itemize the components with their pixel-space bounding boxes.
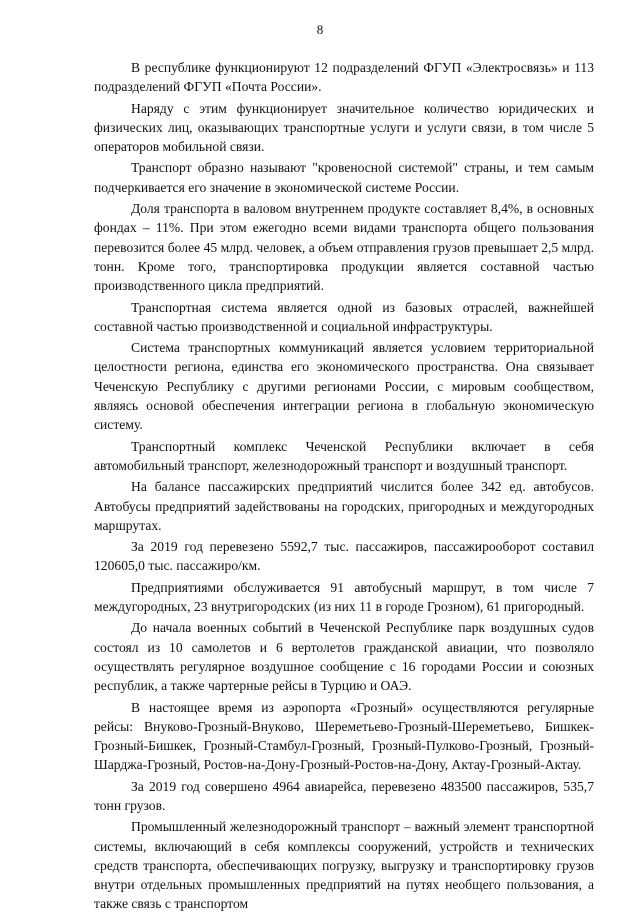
paragraph-transport-system: Транспортная система является одной из базовых отраслей, важнейшей составной частью производственной и социальной инфраструктуры. — [94, 299, 594, 334]
paragraph-bus-routes: Предприятиями обслуживается 91 автобусный маршрут, в том числе 7 междугородных, 23 внутригородских (из них 11 в городе Грозном), 61 пригородный. — [94, 579, 594, 615]
paragraph-transport-share: Доля транспорта в валовом внутреннем продукте составляет 8,4%, в основных фондах – 11%. При этом ежегодно всеми видами транспорта общего пользования перевозится более 45 млрд. человек, а объем отправления грузов превышает 2,5 млрд. тонн. Кроме того, транспортировка продукции является составной частью производственного цикла предприятий. — [94, 201, 594, 294]
paragraph-bus-fleet: На балансе пассажирских предприятий числится более 342 ед. автобусов. Автобусы предприятий задействованы на городских, пригородных и междугородных маршрутах. — [94, 479, 594, 533]
paragraph-transport-significance: Транспорт образно называют "кровеносной системой" страны, и тем самым подчеркивается его значение в экономической системе России. — [94, 160, 594, 195]
paragraph-passenger-traffic: За 2019 год перевезено 5592,7 тыс. пассажиров, пассажирооборот составил 120605,0 тыс. пассажиро/км. — [94, 539, 594, 574]
paragraph-service-providers: Наряду с этим функционирует значительное количество юридических и физических лиц, оказывающих транспортные услуги и услуги связи, в том числе 5 операторов мобильной связи. — [94, 100, 594, 155]
paragraph-industrial-railway: Промышленный железнодорожный транспорт – важный элемент транспортной системы, включающий в себя комплексы сооружений, устройств и технических средств транспорта, обеспечивающих погрузку, выгрузку и транспортировку грузов внутри отдельных промышленных предприятий на путях необщего пользования, а также связь с транспортом — [94, 819, 594, 912]
paragraph-air-traffic-stats: За 2019 год совершено 4964 авиарейса, перевезено 483500 пассажиров, 535,7 тонн грузов. — [94, 778, 594, 813]
paragraph-communications-system: Система транспортных коммуникаций является условием территориальной целостности региона, единства его экономического пространства. Она связывает Чеченскую Республику с другими регионами России, с мировым сообществом, являясь основой обеспечения интеграции региона в глобальную экономическую систему. — [94, 340, 594, 433]
paragraph-communications-units: В республике функционируют 12 подразделений ФГУП «Электросвязь» и 113 подразделений ФГУП «Почта России». — [94, 60, 594, 95]
paragraph-transport-complex: Транспортный комплекс Чеченской Республики включает в себя автомобильный транспорт, железнодорожный транспорт и воздушный транспорт. — [94, 438, 594, 473]
document-body — [94, 58, 594, 916]
paragraph-aircraft-fleet-history: До начала военных событий в Чеченской Республике парк воздушных судов состоял из 10 самолетов и 6 вертолетов гражданской авиации, что позволяло осуществлять регулярное воздушное сообщение с 16 городами России и союзных республик, а также чартерные рейсы в Турцию и ОАЭ. — [94, 620, 594, 694]
page-number: 8 — [316, 22, 324, 37]
paragraph-airport-flights: В настоящее время из аэропорта «Грозный» осуществляются регулярные рейсы: Внуково-Грозный-Внуково, Шереметьево-Грозный-Шереметьево, Бишкек-Грозный-Бишкек, Грозный-Стамбул-Грозный, Грозный-Пулково-Грозный, Грозный-Шарджа-Грозный, Ростов-на-Дону-Грозный-Ростов-на-Дону, Актау-Грозный-Актау. — [94, 699, 594, 773]
